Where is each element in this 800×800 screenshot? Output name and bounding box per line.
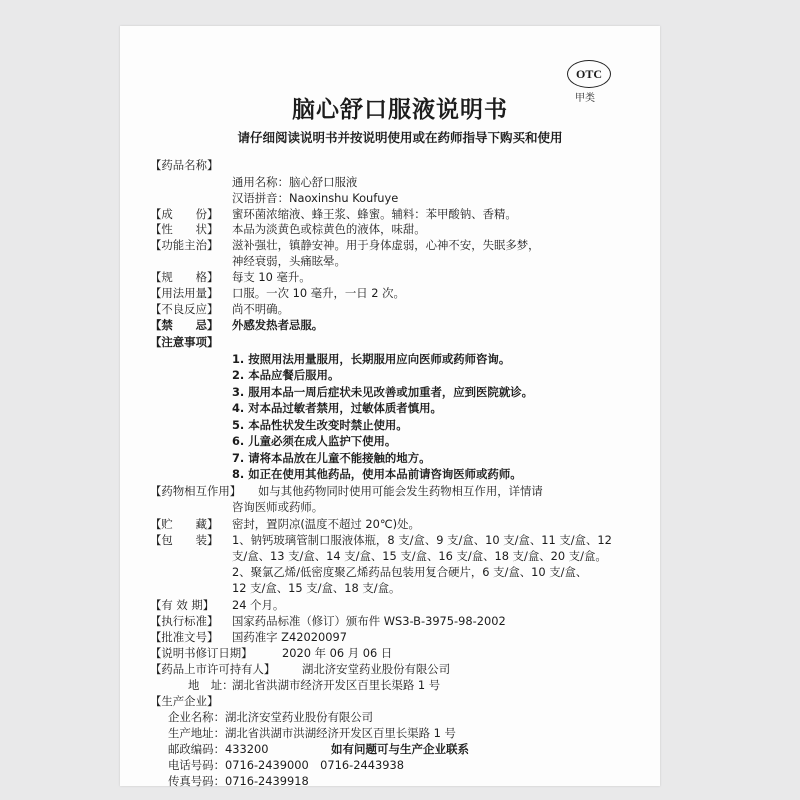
standard-text: 国家药品标准（修订）颁布件 WS3-B-3975-98-2002	[232, 614, 506, 628]
approval-label: 【批准文号】	[150, 630, 219, 644]
manufacturer-fax: 传真号码：0716-2439918	[168, 774, 309, 788]
revision-text: 2020 年 06 月 06 日	[282, 646, 393, 660]
adverse-label: 【不良反应】	[150, 302, 219, 316]
appearance-label: 【性 状】	[150, 222, 219, 236]
precaution-item: 3. 服用本品一周后症状未见改善或加重者，应到医院就诊。	[232, 385, 533, 399]
interaction-text-2: 咨询医师或药师。	[232, 500, 324, 514]
adverse-text: 尚不明确。	[232, 302, 289, 316]
manufacturer-name: 企业名称：湖北济安堂药业股份有限公司	[168, 710, 374, 724]
package-line: 1、钠钙玻璃管制口服液体瓶，8 支/盒、9 支/盒、10 支/盒、11 支/盒、12	[232, 533, 612, 547]
precautions-label: 【注意事项】	[150, 335, 219, 349]
interaction-text-1: 如与其他药物同时使用可能会发生药物相互作用，详情请	[258, 484, 543, 498]
holder-label: 【药品上市许可持有人】	[150, 662, 276, 676]
storage-label: 【贮 藏】	[150, 517, 219, 531]
approval-text: 国药准字 Z42020097	[232, 630, 347, 644]
interaction-label: 【药物相互作用】	[150, 484, 242, 498]
precaution-item: 4. 对本品过敏者禁用，过敏体质者慎用。	[232, 401, 442, 415]
spec-label: 【规 格】	[150, 270, 219, 284]
contra-text: 外感发热者忌服。	[232, 318, 324, 332]
holder-address: 湖北省洪湖市经济开发区百里长渠路 1 号	[232, 678, 441, 692]
package-line: 支/盒、13 支/盒、14 支/盒、15 支/盒、16 支/盒、18 支/盒、20 支/盒。	[232, 549, 607, 563]
package-label: 【包 装】	[150, 533, 219, 547]
spec-text: 每支 10 毫升。	[232, 270, 311, 284]
name-label: 【药品名称】	[150, 158, 219, 172]
holder-text: 湖北济安堂药业股份有限公司	[302, 662, 451, 676]
validity-text: 24 个月。	[232, 598, 285, 612]
indications-text-1: 滋补强壮，镇静安神。用于身体虚弱，心神不安，失眠多梦，	[232, 238, 540, 252]
validity-label: 【有 效 期】	[150, 598, 215, 612]
holder-address-label: 地 址：	[188, 678, 234, 692]
manufacturer-phone: 电话号码：0716-2439000 0716-2443938	[168, 758, 405, 772]
usage-label: 【用法用量】	[150, 286, 219, 300]
contra-label: 【禁 忌】	[150, 318, 219, 332]
indications-text-2: 神经衰弱，头痛眩晕。	[232, 254, 346, 268]
otc-badge: OTC	[567, 60, 611, 88]
package-line: 12 支/盒、15 支/盒、18 支/盒。	[232, 581, 401, 595]
usage-text: 口服。一次 10 毫升，一日 2 次。	[232, 286, 405, 300]
ingredients-text: 蜜环菌浓缩液、蜂王浆、蜂蜜。辅料：苯甲酸钠、香精。	[232, 207, 517, 221]
revision-label: 【说明书修订日期】	[150, 646, 253, 660]
otc-category: 甲类	[575, 93, 595, 104]
pinyin-name: 汉语拼音：Naoxinshu Koufuye	[232, 191, 399, 205]
usage-notice: 请仔细阅读说明书并按说明使用或在药师指导下购买和使用	[237, 130, 563, 145]
precaution-item: 2. 本品应餐后服用。	[232, 368, 340, 382]
manufacturer-address: 生产地址：湖北省洪湖市洪湖经济开发区百里长渠路 1 号	[168, 726, 456, 740]
precaution-item: 5. 本品性状发生改变时禁止使用。	[232, 418, 408, 432]
precaution-item: 7. 请将本品放在儿童不能接触的地方。	[232, 451, 431, 465]
indications-label: 【功能主治】	[150, 238, 219, 252]
generic-name: 通用名称：脑心舒口服液	[232, 175, 358, 189]
standard-label: 【执行标准】	[150, 614, 219, 628]
package-line: 2、聚氯乙烯/低密度聚乙烯药品包装用复合硬片，6 支/盒、10 支/盒、	[232, 565, 588, 579]
document-title: 脑心舒口服液说明书	[292, 97, 508, 123]
precaution-item: 8. 如正在使用其他药品，使用本品前请咨询医师或药师。	[232, 467, 522, 481]
precaution-item: 6. 儿童必须在成人监护下使用。	[232, 434, 397, 448]
manufacturer-label: 【生产企业】	[150, 694, 219, 708]
appearance-text: 本品为淡黄色或棕黄色的液体，味甜。	[232, 222, 426, 236]
precaution-item: 1. 按照用法用量服用，长期服用应向医师或药师咨询。	[232, 352, 511, 366]
footer-contact: 如有问题可与生产企业联系	[331, 742, 469, 756]
manufacturer-zip: 邮政编码：433200	[168, 742, 269, 756]
storage-text: 密封，置阴凉(温度不超过 20℃)处。	[232, 517, 420, 531]
ingredients-label: 【成 份】	[150, 207, 219, 221]
